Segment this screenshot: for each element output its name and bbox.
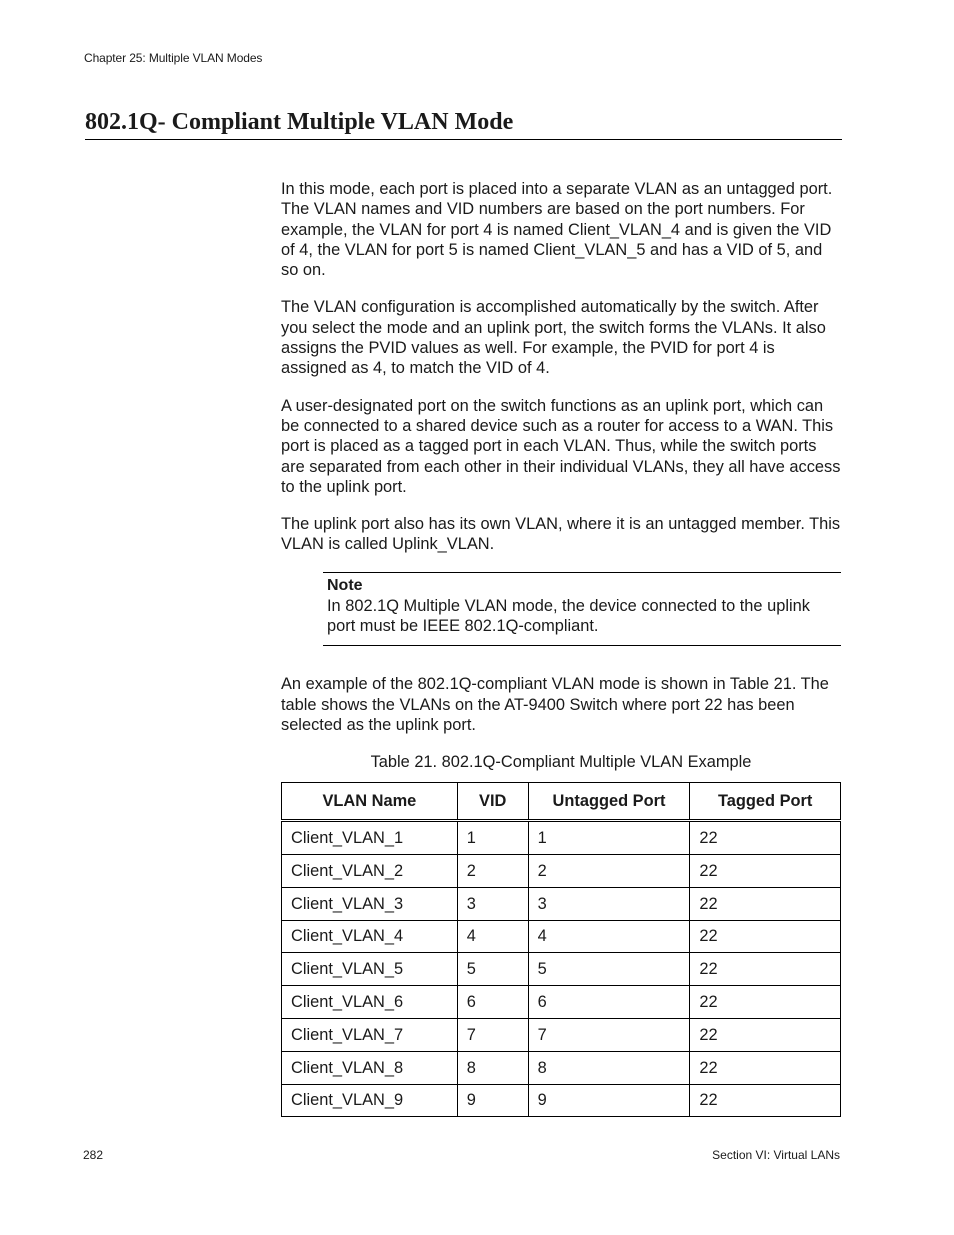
cell-vlan-name: Client_VLAN_1	[282, 821, 458, 855]
cell-untagged-port: 1	[528, 821, 690, 855]
cell-vlan-name: Client_VLAN_8	[282, 1051, 458, 1084]
cell-untagged-port: 8	[528, 1051, 690, 1084]
cell-untagged-port: 5	[528, 953, 690, 986]
running-header: Chapter 25: Multiple VLAN Modes	[84, 51, 263, 65]
vlan-table	[281, 782, 841, 1117]
cell-untagged-port: 2	[528, 855, 690, 888]
cell-tagged-port: 22	[690, 986, 841, 1019]
cell-untagged-port: 7	[528, 1019, 690, 1052]
cell-vlan-name: Client_VLAN_2	[282, 855, 458, 888]
cell-vid: 5	[457, 953, 528, 986]
column-header-tagged-port: Tagged Port	[690, 783, 841, 821]
body-column	[281, 179, 843, 1117]
table-caption: Table 21. 802.1Q-Compliant Multiple VLAN Example	[370, 753, 752, 772]
cell-untagged-port: 6	[528, 986, 690, 1019]
table-row	[282, 1019, 841, 1052]
table-row	[282, 821, 841, 855]
cell-vlan-name: Client_VLAN_7	[282, 1019, 458, 1052]
cell-tagged-port: 22	[690, 953, 841, 986]
cell-tagged-port: 22	[690, 920, 841, 953]
cell-vlan-name: Client_VLAN_9	[282, 1084, 458, 1117]
column-header-untagged-port: Untagged Port	[528, 783, 690, 821]
footer-section: Section VI: Virtual LANs	[712, 1148, 840, 1162]
paragraph-uplink-vlan: The uplink port also has its own VLAN, where it is an untagged member. This VLAN is called Uplink_VLAN.	[281, 515, 841, 554]
table-row	[282, 1084, 841, 1117]
cell-vid: 2	[457, 855, 528, 888]
note-text: In 802.1Q Multiple VLAN mode, the device connected to the uplink port must be IEEE 802.1Q-compliant.	[327, 596, 810, 636]
table-row	[282, 986, 841, 1019]
cell-tagged-port: 22	[690, 855, 841, 888]
section-title: 802.1Q- Compliant Multiple VLAN Mode	[85, 107, 842, 140]
table-row	[282, 953, 841, 986]
cell-vid: 1	[457, 821, 528, 855]
cell-vid: 3	[457, 887, 528, 920]
paragraph-auto-configuration: The VLAN configuration is accomplished automatically by the switch. After you select the mode and an uplink port, the switch forms the VLANs. It also assigns the PVID values as well. For example, the PVID for port 4 is assigned as 4, to match the VID of 4.	[281, 298, 826, 378]
cell-vlan-name: Client_VLAN_4	[282, 920, 458, 953]
cell-tagged-port: 22	[690, 1019, 841, 1052]
note-box	[323, 572, 841, 647]
cell-tagged-port: 22	[690, 821, 841, 855]
table-row	[282, 855, 841, 888]
note-title: Note	[327, 576, 363, 594]
table-row	[282, 920, 841, 953]
cell-tagged-port: 22	[690, 1051, 841, 1084]
column-header-vlan-name: VLAN Name	[282, 783, 458, 821]
cell-vid: 9	[457, 1084, 528, 1117]
cell-vid: 8	[457, 1051, 528, 1084]
table-row	[282, 887, 841, 920]
table-row	[282, 1051, 841, 1084]
page-number: 282	[83, 1148, 104, 1162]
cell-vlan-name: Client_VLAN_3	[282, 887, 458, 920]
cell-vlan-name: Client_VLAN_6	[282, 986, 458, 1019]
column-header-vid: VID	[457, 783, 528, 821]
cell-tagged-port: 22	[690, 887, 841, 920]
cell-vid: 4	[457, 920, 528, 953]
cell-vlan-name: Client_VLAN_5	[282, 953, 458, 986]
paragraph-mode-description: In this mode, each port is placed into a separate VLAN as an untagged port. The VLAN names and VID numbers are based on the port numbers. For example, the VLAN for port 4 is named Client_VLAN_4 and is given the VID of 4, the VLAN for port 5 is named Client_VLAN_5 and has a VID of 5, and so on.	[281, 180, 833, 280]
paragraph-uplink-port: A user-designated port on the switch functions as an uplink port, which can be connected to a shared device such as a router for access to a WAN. This port is placed as a tagged port in each VLAN. Thus, while the switch ports are separated from each other in their individual VLANs, they all have access to the uplink port.	[281, 396, 841, 496]
cell-untagged-port: 3	[528, 887, 690, 920]
cell-vid: 7	[457, 1019, 528, 1052]
cell-vid: 6	[457, 986, 528, 1019]
cell-untagged-port: 9	[528, 1084, 690, 1117]
cell-tagged-port: 22	[690, 1084, 841, 1117]
paragraph-table-intro: An example of the 802.1Q-compliant VLAN mode is shown in Table 21. The table shows the VLANs on the AT-9400 Switch where port 22 has been selected as the uplink port.	[281, 675, 829, 734]
table-header-row	[282, 783, 841, 821]
cell-untagged-port: 4	[528, 920, 690, 953]
